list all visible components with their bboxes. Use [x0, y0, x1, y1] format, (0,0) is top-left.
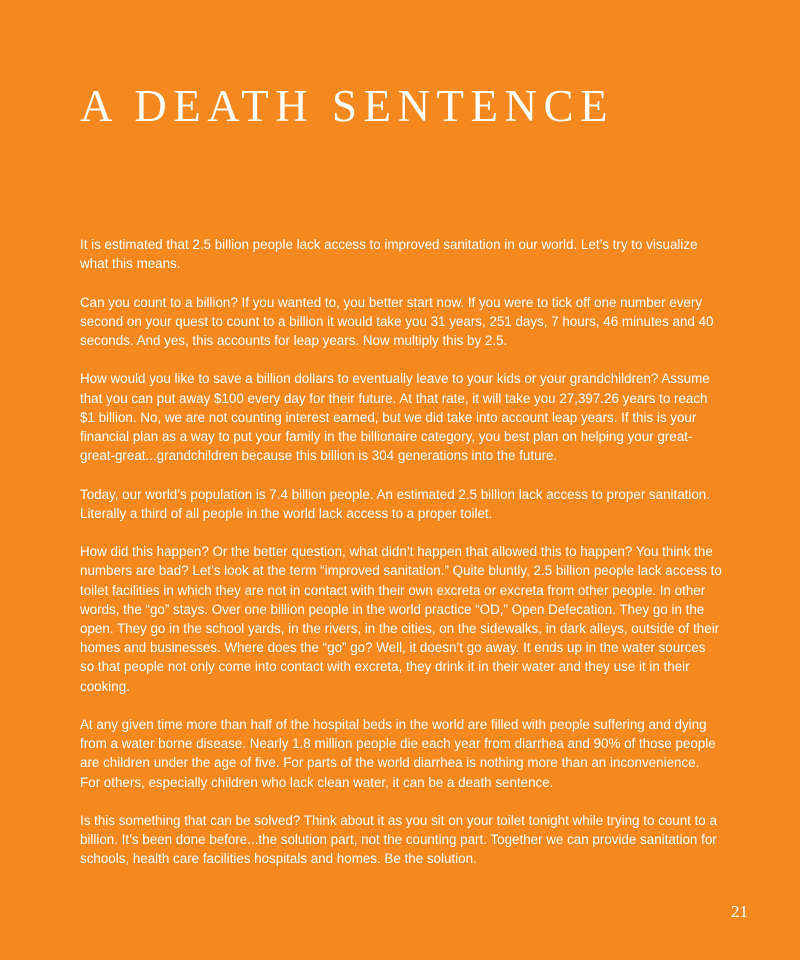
- paragraph-intro: It is estimated that 2.5 billion people lack access to improved sanitation in our world. Let’s try to visualize what this means.: [80, 237, 698, 272]
- paragraph-solution: Is this something that can be solved? Think about it as you sit on your toilet tonight while trying to count to a billion. It’s been done before...the solution part, not the counting part. Together we can provide sanitation for schools, health care facilities hospitals and homes. Be the solution.: [80, 813, 717, 867]
- paragraph-improved-sanitation: How did this happen? Or the better question, what didn’t happen that allowed this to happen? You think the numbers are bad? Let’s look at the term “improved sanitation.” Quite bluntly, 2.5 billion people lack access to toilet facilities in which they are not in contact with their own excreta or excreta from other people. In other words, the “go” stays. Over one billion people in the world practice “OD,” Open Defecation. They go in the open. They go in the school yards, in the rivers, in the cities, on the sidewalks, in dark alleys, outside of their homes and businesses. Where does the “go” go? Well, it doesn’t go away. It ends up in the water sources so that people not only come into contact with excreta, they drink it in their water and they use it in their cooking.: [80, 544, 722, 694]
- paragraph-save-billion: How would you like to save a billion dollars to eventually leave to your kids or your grandchildren? Assume that you can put away $100 every day for their future. At that rate, it will take you 27,397.26 years to reach $1 billion. No, we are not counting interest earned, but we did take into account leap years. If this is your financial plan as a way to put your family in the billionaire category, you best plan on helping your great-great-great...grandchildren because this billion is 304 generations into the future.: [80, 371, 710, 464]
- page-number: 21: [731, 902, 748, 921]
- page-title: A DEATH SENTENCE: [80, 81, 614, 131]
- paragraph-count-billion: Can you count to a billion? If you wanted to, you better start now. If you were to tick off one number every second on your quest to count to a billion it would take you 31 years, 251 days, 7 hours, 46 minutes and 40 seconds. And yes, this accounts for leap years. Now multiply this by 2.5.: [80, 294, 714, 348]
- body-text: [80, 235, 722, 869]
- paragraph-population: Today, our world’s population is 7.4 billion people. An estimated 2.5 billion lack access to proper sanitation. Literally a third of all people in the world lack access to a proper toilet.: [80, 486, 710, 521]
- paragraph-hospital-beds: At any given time more than half of the hospital beds in the world are filled with people suffering and dying from a water borne disease. Nearly 1.8 million people die each year from diarrhea and 90% of those people are children under the age of five. For parts of the world diarrhea is nothing more than an inconvenience. For others, especially children who lack clean water, it can be a death sentence.: [80, 717, 716, 790]
